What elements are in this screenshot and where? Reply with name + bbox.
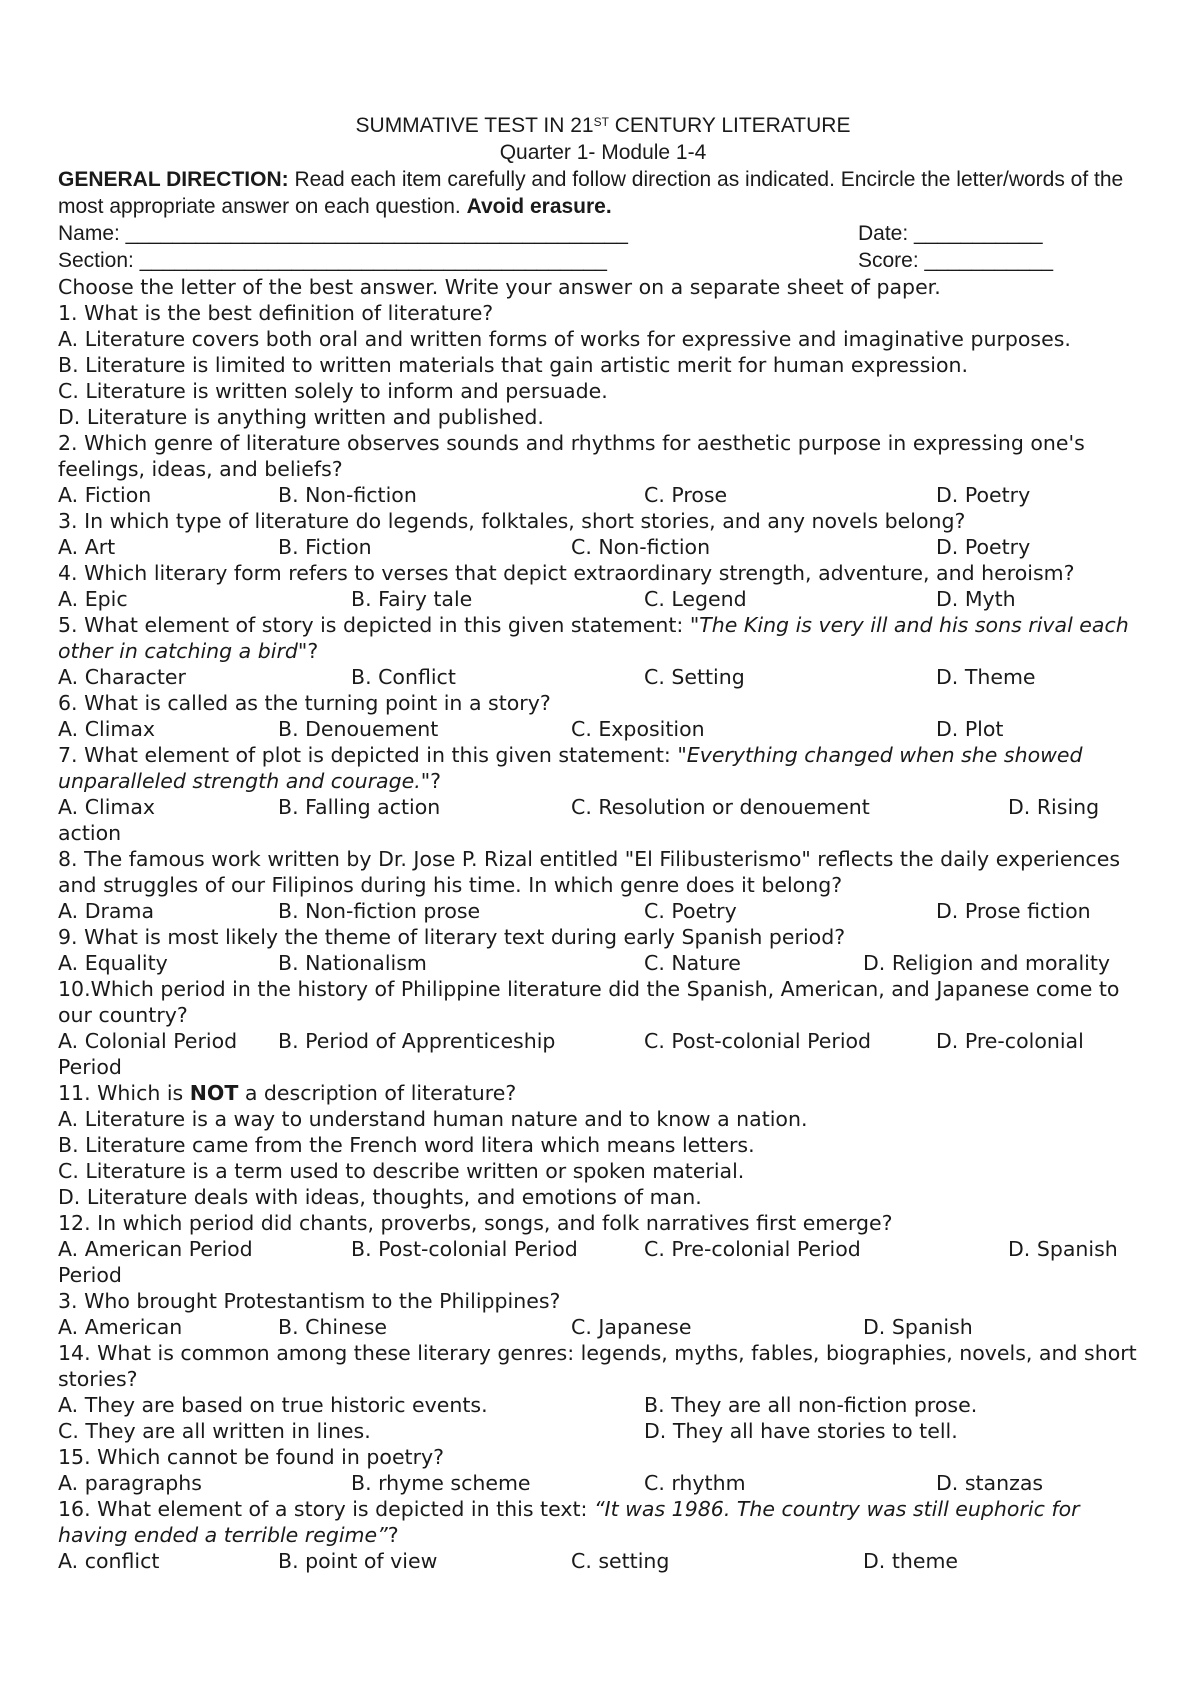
name-field[interactable]: Name: ___________________________________________: [58, 222, 628, 245]
question-5-options: [58, 664, 1148, 690]
question-4-option-d[interactable]: D. Myth: [936, 587, 1016, 611]
question-9-option-b[interactable]: B. Nationalism: [278, 951, 427, 975]
question-11-stem-text: 11. Which is: [58, 1081, 190, 1105]
question-5-option-b[interactable]: B. Conflict: [351, 665, 456, 689]
question-6-option-c[interactable]: C. Exposition: [571, 717, 705, 741]
question-10-option-a[interactable]: A. Colonial Period: [58, 1029, 238, 1053]
question-1-option-a[interactable]: A. Literature covers both oral and written forms of works for expressive and imaginative purposes.: [58, 327, 1071, 351]
question-1-stem: 1. What is the best definition of literature?: [58, 301, 494, 325]
question-1-option-b[interactable]: B. Literature is limited to written materials that gain artistic merit for human expression.: [58, 353, 968, 377]
question-12-option-b[interactable]: B. Post-colonial Period: [351, 1237, 578, 1261]
question-16-stem-end: ?: [387, 1523, 399, 1547]
question-14-option-c[interactable]: C. They are all written in lines.: [58, 1419, 371, 1443]
question-16-stem-text: 16. What element of a story is depicted in this text:: [58, 1497, 594, 1521]
question-3-option-a[interactable]: A. Art: [58, 535, 116, 559]
question-16-option-c[interactable]: C. setting: [571, 1549, 670, 1573]
question-14-options-row1: [58, 1392, 1148, 1418]
question-8-option-c[interactable]: C. Poetry: [644, 899, 737, 923]
question-10-option-d[interactable]: D. Pre-colonial: [936, 1029, 1084, 1053]
question-13-option-c[interactable]: C. Japanese: [571, 1315, 692, 1339]
score-field[interactable]: Score: ___________: [858, 249, 1053, 272]
question-3-options: [58, 534, 1148, 560]
section-field[interactable]: Section: ________________________________________: [58, 249, 607, 272]
question-11-option-b[interactable]: B. Literature came from the French word litera which means letters.: [58, 1133, 755, 1157]
question-8-options: [58, 898, 1148, 924]
question-2-stem: 2. Which genre of literature observes sounds and rhythms for aesthetic purpose in expressing one's feelings, ideas, and beliefs?: [58, 431, 1085, 481]
question-15-option-c[interactable]: C. rhythm: [644, 1471, 746, 1495]
question-10-options: [58, 1028, 1148, 1054]
question-16-stem: [58, 1496, 1148, 1548]
title-text: SUMMATIVE TEST IN 21: [355, 114, 594, 137]
question-3-option-b[interactable]: B. Fiction: [278, 535, 372, 559]
question-4-option-a[interactable]: A. Epic: [58, 587, 128, 611]
question-16-options: [58, 1548, 1148, 1574]
question-2-option-d[interactable]: D. Poetry: [936, 483, 1031, 507]
question-5-stem-end: "?: [297, 639, 319, 663]
question-7-quote: Everything changed when she showed unparalleled strength and courage.: [58, 743, 1083, 793]
question-14-option-a[interactable]: A. They are based on true historic events.: [58, 1393, 488, 1417]
question-4-option-c[interactable]: C. Legend: [644, 587, 747, 611]
question-5-stem-text: 5. What element of story is depicted in this given statement: ": [58, 613, 700, 637]
question-11-stem: [58, 1080, 1148, 1106]
question-4-option-b[interactable]: B. Fairy tale: [351, 587, 473, 611]
question-8-option-b[interactable]: B. Non-fiction prose: [278, 899, 481, 923]
date-field[interactable]: Date: ___________: [858, 222, 1043, 245]
question-14-options-row2: [58, 1418, 1148, 1444]
question-11-option-a[interactable]: A. Literature is a way to understand human nature and to know a nation.: [58, 1107, 808, 1131]
question-9-options: [58, 950, 1148, 976]
question-12-option-a[interactable]: A. American Period: [58, 1237, 253, 1261]
question-6-options: [58, 716, 1148, 742]
question-5-option-a[interactable]: A. Character: [58, 665, 186, 689]
question-14-stem: 14. What is common among these literary genres: legends, myths, fables, biographies, novels, and short stories?: [58, 1341, 1137, 1391]
instruction: Choose the letter of the best answer. Write your answer on a separate sheet of paper.: [58, 275, 941, 299]
direction-text: Read each item carefully and follow direction as indicated. Encircle the letter/words of the most appropriate answer on each question.: [58, 168, 1124, 218]
question-13-stem: 3. Who brought Protestantism to the Philippines?: [58, 1289, 561, 1313]
title-superscript: ST: [593, 115, 609, 129]
question-8-option-d[interactable]: D. Prose fiction: [936, 899, 1091, 923]
question-7-stem: [58, 742, 1148, 794]
question-1-option-d[interactable]: D. Literature is anything written and published.: [58, 405, 544, 429]
question-11-option-c[interactable]: C. Literature is a term used to describe written or spoken material.: [58, 1159, 745, 1183]
question-12-stem: 12. In which period did chants, proverbs, songs, and folk narratives first emerge?: [58, 1211, 893, 1235]
question-9-option-d[interactable]: D. Religion and morality: [863, 951, 1111, 975]
question-4-options: [58, 586, 1148, 612]
question-9-option-c[interactable]: C. Nature: [644, 951, 741, 975]
test-content: [58, 112, 1148, 1574]
question-13-options: [58, 1314, 1148, 1340]
question-2-option-c[interactable]: C. Prose: [644, 483, 728, 507]
question-13-option-a[interactable]: A. American: [58, 1315, 183, 1339]
question-16-option-d[interactable]: D. theme: [863, 1549, 959, 1573]
question-11-option-d[interactable]: D. Literature deals with ideas, thoughts, and emotions of man.: [58, 1185, 702, 1209]
question-11-stem-bold: NOT: [189, 1081, 239, 1105]
question-3-stem: 3. In which type of literature do legends, folktales, short stories, and any novels belong?: [58, 509, 966, 533]
question-13-option-d[interactable]: D. Spanish: [863, 1315, 973, 1339]
question-1-option-c[interactable]: C. Literature is written solely to inform and persuade.: [58, 379, 608, 403]
question-2-option-a[interactable]: A. Fiction: [58, 483, 152, 507]
question-14-option-d[interactable]: D. They all have stories to tell.: [644, 1419, 958, 1443]
question-10-stem: 10.Which period in the history of Philippine literature did the Spanish, American, and Japanese come to our country?: [58, 977, 1120, 1027]
question-5-quote: The King is very ill and his sons rival each other in catching a bird: [58, 613, 1129, 663]
question-7-stem-text: 7. What element of plot is depicted in this given statement: ": [58, 743, 687, 767]
question-10-option-b[interactable]: B. Period of Apprenticeship: [278, 1029, 556, 1053]
question-12-option-d[interactable]: D. Spanish: [1008, 1237, 1118, 1261]
title-text-end: CENTURY LITERATURE: [608, 114, 851, 137]
question-16-quote: “It was 1986. The country was still euphoric for having ended a terrible regime”: [58, 1497, 1080, 1547]
question-11-stem-end: a description of literature?: [238, 1081, 517, 1105]
question-12-options: [58, 1236, 1148, 1262]
question-6-option-d[interactable]: D. Plot: [936, 717, 1004, 741]
question-3-option-d[interactable]: D. Poetry: [936, 535, 1031, 559]
question-7-option-c[interactable]: C. Resolution or denouement: [571, 795, 870, 819]
question-5-option-c[interactable]: C. Setting: [644, 665, 745, 689]
student-info-fields: [58, 220, 1148, 274]
question-15-option-a[interactable]: A. paragraphs: [58, 1471, 202, 1495]
question-9-option-a[interactable]: A. Equality: [58, 951, 168, 975]
question-7-option-b[interactable]: B. Falling action: [278, 795, 441, 819]
direction-emphasis: Avoid erasure.: [466, 195, 612, 218]
question-16-option-a[interactable]: A. conflict: [58, 1549, 160, 1573]
question-5-option-d[interactable]: D. Theme: [936, 665, 1036, 689]
question-2-option-b[interactable]: B. Non-fiction: [278, 483, 417, 507]
question-15-options: [58, 1470, 1148, 1496]
question-8-option-a[interactable]: A. Drama: [58, 899, 155, 923]
question-15-option-b[interactable]: B. rhyme scheme: [351, 1471, 531, 1495]
question-6-option-a[interactable]: A. Climax: [58, 717, 156, 741]
question-12-option-d-cont[interactable]: Period: [58, 1263, 122, 1287]
question-14-option-b[interactable]: B. They are all non-fiction prose.: [644, 1393, 978, 1417]
question-6-stem: 6. What is called as the turning point in a story?: [58, 691, 551, 715]
question-15-stem: 15. Which cannot be found in poetry?: [58, 1445, 445, 1469]
question-10-option-d-cont[interactable]: Period: [58, 1055, 122, 1079]
page-subtitle: Quarter 1- Module 1-4: [499, 141, 707, 164]
question-16-option-b[interactable]: B. point of view: [278, 1549, 438, 1573]
question-7-option-d[interactable]: D. Rising: [1008, 795, 1100, 819]
question-10-option-c[interactable]: C. Post-colonial Period: [644, 1029, 872, 1053]
question-5-stem: [58, 612, 1148, 664]
question-4-stem: 4. Which literary form refers to verses that depict extraordinary strength, adventure, and heroism?: [58, 561, 1075, 585]
question-7-option-d-cont[interactable]: action: [58, 821, 122, 845]
question-8-stem: 8. The famous work written by Dr. Jose P. Rizal entitled "El Filibusterismo" reflects the daily experiences and struggles of our Filipinos during his time. In which genre does it belong?: [58, 847, 1120, 897]
question-7-stem-end: "?: [420, 769, 442, 793]
general-direction: [58, 166, 1148, 220]
question-7-option-a[interactable]: A. Climax: [58, 795, 156, 819]
page-title: [58, 112, 1148, 139]
question-2-options: [58, 482, 1148, 508]
question-9-stem: 9. What is most likely the theme of literary text during early Spanish period?: [58, 925, 846, 949]
question-3-option-c[interactable]: C. Non-fiction: [571, 535, 711, 559]
question-12-option-c[interactable]: C. Pre-colonial Period: [644, 1237, 861, 1261]
direction-label: GENERAL DIRECTION:: [58, 168, 289, 191]
question-15-option-d[interactable]: D. stanzas: [936, 1471, 1044, 1495]
question-13-option-b[interactable]: B. Chinese: [278, 1315, 387, 1339]
question-6-option-b[interactable]: B. Denouement: [278, 717, 439, 741]
question-7-options: [58, 794, 1148, 820]
